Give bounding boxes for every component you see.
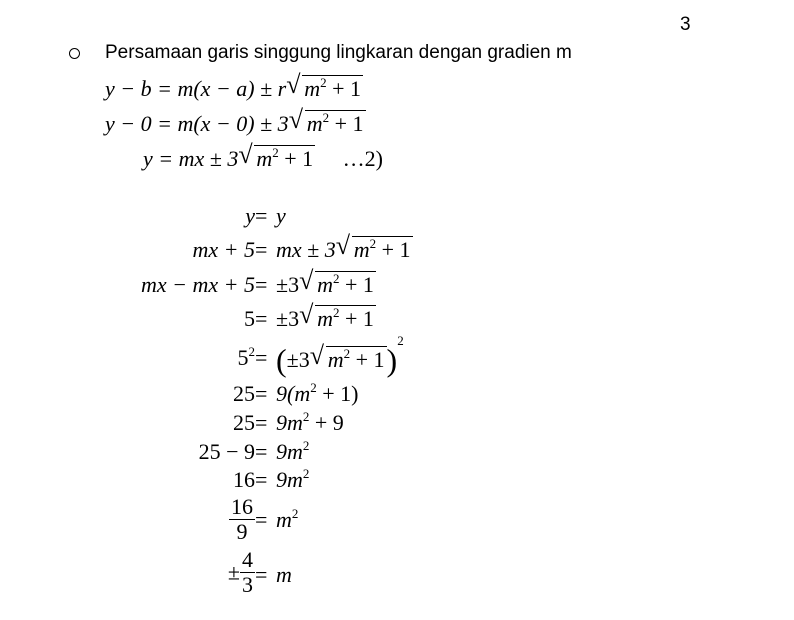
step-rhs [276, 333, 404, 378]
bullet-circle [69, 48, 80, 59]
step-2 [0, 231, 794, 267]
step-rhs [276, 410, 344, 436]
outer-exponent: 2 [397, 333, 404, 348]
step-lhs: mx + 5 [192, 237, 255, 262]
sqrt-arg: m [353, 237, 370, 262]
fraction [229, 495, 255, 544]
sqrt: √ $m^2 + 1$ [299, 300, 374, 331]
rhs-prefix: 9(m [276, 381, 311, 406]
numerator: 4 [242, 547, 253, 572]
lhs-base: 5 [237, 345, 249, 370]
sqrt-tail: + 1 [339, 272, 374, 297]
numerator: 16 [231, 494, 253, 519]
sqrt-arg: m [306, 111, 323, 136]
step-lhs: 25 − 9 [198, 439, 255, 464]
equals-sign: = [255, 410, 268, 435]
page-number: 3 [680, 14, 691, 35]
equals-sign: = [255, 562, 268, 587]
exponent: 2 [302, 466, 310, 481]
sqrt-tail: + 1 [329, 111, 364, 136]
rhs-prefix: ±3 [276, 272, 300, 297]
exponent: 2 [302, 438, 310, 453]
equation-1-left: y − b = m(x − a) ± r [105, 76, 287, 101]
step-rhs: y [276, 203, 286, 228]
exponent: 2 [291, 506, 299, 521]
sqrt-arg: m [317, 306, 333, 331]
step-1 [0, 203, 794, 233]
section-heading: Persamaan garis singgung lingkaran dengan gradien m [105, 42, 572, 63]
step-lhs: 25 [233, 410, 255, 435]
exponent: 2 [322, 110, 330, 125]
step-3 [0, 266, 794, 302]
equals-sign: = [255, 507, 268, 532]
rhs-prefix: ±3 [286, 347, 310, 372]
plus-minus-sign: ± [227, 559, 240, 585]
rhs-prefix: 9m [276, 467, 303, 492]
rhs-prefix: 9m [276, 410, 303, 435]
sqrt-arg: m [327, 347, 344, 372]
equation-3-left: y = mx ± 3 [143, 146, 239, 171]
step-5 [0, 333, 794, 378]
exponent: 2 [272, 145, 279, 160]
equals-sign: = [255, 306, 268, 331]
sqrt-tail: + 1 [350, 347, 385, 372]
equals-sign: = [255, 203, 268, 228]
sqrt: √ $m^2 + 1$ [238, 140, 314, 171]
equation-reference: …2) [342, 146, 383, 171]
sqrt: √ $m^2 + 1$ [309, 341, 385, 372]
sqrt-tail: + 1 [376, 237, 411, 262]
sqrt-tail: + 1 [278, 146, 314, 171]
rhs-prefix: m [276, 507, 292, 532]
step-rhs [276, 231, 413, 263]
denominator: 3 [242, 572, 253, 598]
rhs-prefix: ±3 [276, 306, 300, 331]
step-rhs [276, 507, 298, 533]
step-rhs [276, 439, 309, 465]
step-10 [0, 495, 794, 547]
step-lhs: y [245, 203, 255, 228]
step-lhs [229, 495, 255, 544]
exponent: 2 [248, 344, 255, 359]
step-lhs [238, 345, 256, 371]
rhs-prefix: mx ± 3 [276, 237, 336, 262]
equation-3 [143, 140, 383, 172]
equation-2-left: y − 0 = m(x − 0) ± 3 [105, 111, 289, 136]
step-8 [0, 439, 794, 469]
sqrt-arg: m [256, 146, 273, 171]
equals-sign: = [255, 272, 268, 297]
sqrt: √ $m^2 + 1$ [288, 105, 364, 136]
step-lhs: 25 [233, 381, 255, 406]
equals-sign: = [255, 381, 268, 406]
exponent: 2 [310, 380, 317, 395]
step-6 [0, 381, 794, 411]
sqrt: √ $m^2 + 1$ [286, 70, 362, 101]
step-lhs: 5 [244, 306, 255, 331]
sqrt-arg: m [317, 272, 333, 297]
equation-1 [105, 70, 363, 102]
sqrt-tail: + 1 [339, 306, 374, 331]
sqrt: √ $m^2 + 1$ [335, 231, 411, 262]
sqrt-tail: + 1 [326, 76, 362, 101]
left-paren: ( [276, 342, 287, 378]
equals-sign: = [255, 467, 268, 492]
step-rhs [276, 266, 376, 298]
equals-sign: = [255, 439, 268, 464]
step-rhs [276, 300, 376, 332]
step-rhs [276, 467, 309, 493]
equals-sign: = [255, 237, 268, 262]
exponent: 2 [343, 346, 351, 361]
step-7 [0, 410, 794, 440]
rhs-suffix: + 9 [309, 410, 344, 435]
step-4 [0, 300, 794, 336]
step-rhs [276, 381, 358, 407]
step-rhs: m [276, 562, 292, 587]
step-lhs: 16 [233, 467, 255, 492]
equation-2 [105, 105, 366, 137]
exponent: 2 [302, 409, 310, 424]
right-paren: ) [386, 342, 398, 378]
step-11 [0, 548, 794, 600]
step-lhs: mx − mx + 5 [141, 272, 255, 297]
step-9 [0, 467, 794, 497]
rhs-prefix: 9m [276, 439, 303, 464]
step-lhs [228, 548, 255, 597]
rhs-suffix: + 1) [316, 381, 359, 406]
exponent: 2 [332, 271, 340, 286]
sqrt-arg: m [304, 76, 321, 101]
exponent: 2 [369, 236, 377, 251]
exponent: 2 [332, 305, 340, 320]
denominator: 9 [236, 519, 248, 545]
equals-sign: = [255, 345, 268, 370]
exponent: 2 [320, 75, 327, 90]
sqrt: √ $m^2 + 1$ [299, 266, 374, 297]
fraction [240, 548, 255, 597]
